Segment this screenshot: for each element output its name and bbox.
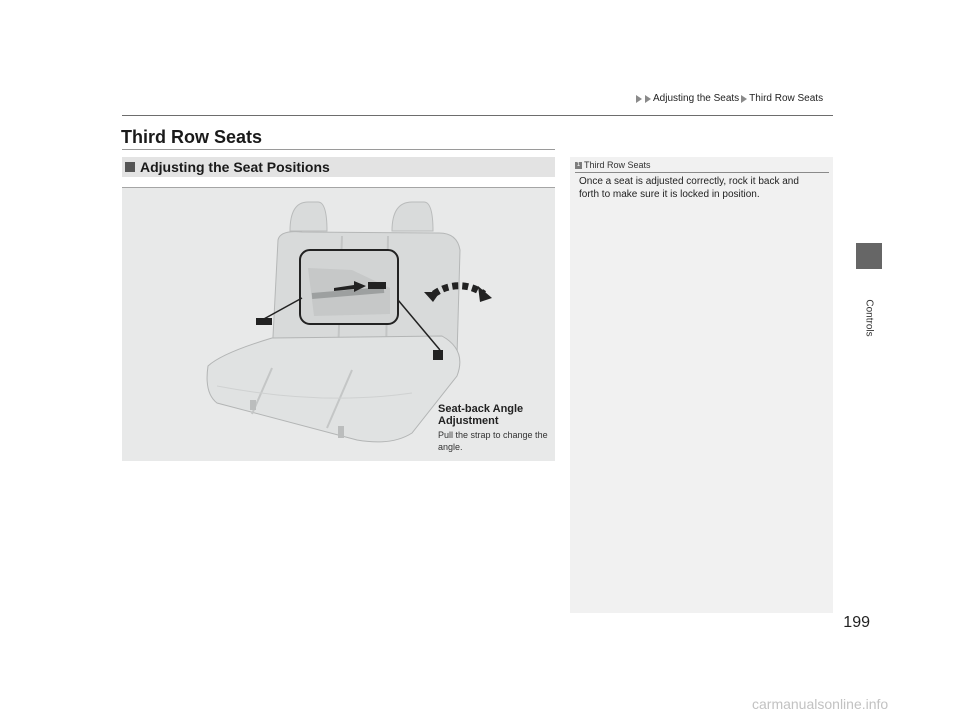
breadcrumb-arrow-icon xyxy=(636,95,642,103)
note-marker-icon: 1 xyxy=(576,161,581,168)
header-divider xyxy=(122,115,833,116)
chapter-tab-label: Controls xyxy=(863,299,875,337)
title-divider xyxy=(122,149,555,150)
breadcrumb xyxy=(636,93,823,104)
section-heading: Adjusting the Seat Positions xyxy=(140,159,330,175)
note-panel xyxy=(570,157,833,613)
section-bullet-icon xyxy=(125,162,135,172)
note-heading-text: Third Row Seats xyxy=(584,160,651,170)
seat-illustration xyxy=(122,187,555,461)
callout-description: Pull the strap to change the angle. xyxy=(438,430,548,452)
note-body: Once a seat is adjusted correctly, rock it back and forth to make sure it is locked in position. xyxy=(579,176,799,200)
callout-title: Seat-back Angle Adjustment xyxy=(438,403,524,427)
breadcrumb-item-third-row-seats[interactable]: Third Row Seats xyxy=(749,93,824,104)
breadcrumb-item-adjusting-seats[interactable]: Adjusting the Seats xyxy=(653,93,740,104)
section-heading-bar xyxy=(122,157,555,177)
chapter-tab[interactable] xyxy=(856,243,882,269)
note-divider xyxy=(575,172,829,173)
breadcrumb-arrow-icon xyxy=(741,95,747,103)
breadcrumb-arrow-icon xyxy=(645,95,651,103)
watermark: carmanualsonline.info xyxy=(752,696,889,712)
page-number: 199 xyxy=(843,614,870,631)
page-title: Third Row Seats xyxy=(121,127,263,147)
note-heading xyxy=(575,160,651,170)
